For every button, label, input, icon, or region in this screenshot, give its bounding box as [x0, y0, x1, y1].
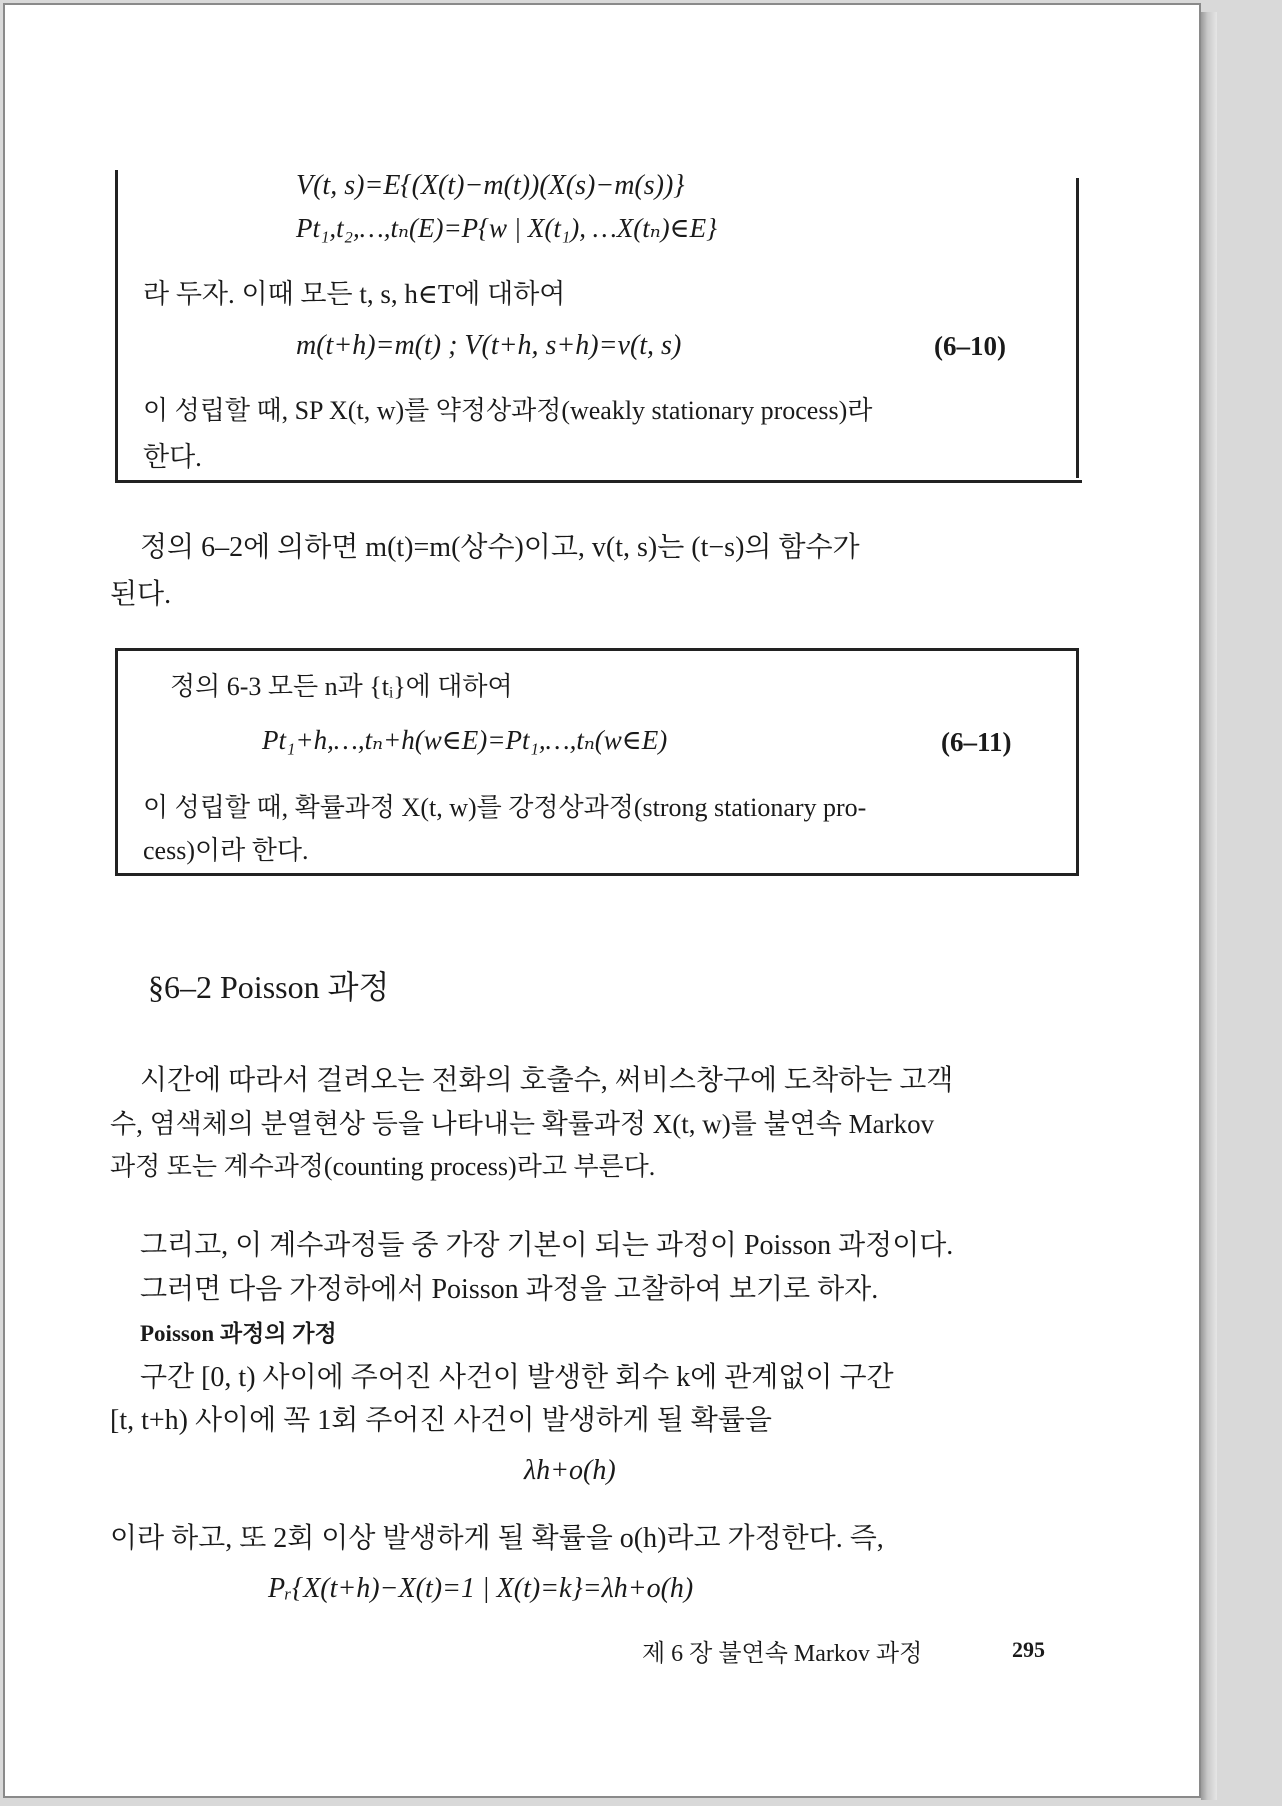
equation-number-6-11: (6–11) [941, 727, 1012, 757]
definition-text-line1: 이 성립할 때, 확률과정 X(t, w)를 강정상과정(strong stationary pro- [143, 793, 867, 822]
assumption-heading: Poisson 과정의 가정 [140, 1321, 337, 1346]
paragraph-text-line: 구간 [0, t) 사이에 주어진 사건이 발생한 회수 k에 관계없이 구간 [140, 1362, 894, 1393]
paragraph-text-line: 수, 염색체의 분열현상 등을 나타내는 확률과정 X(t, w)를 불연속 Markov [110, 1109, 935, 1139]
section-heading: §6–2 Poisson 과정 [148, 969, 390, 1005]
equation-poisson-rate: λh+o(h) [524, 1455, 616, 1486]
page-number: 295 [1012, 1637, 1045, 1662]
definition-text-line1: 이 성립할 때, SP X(t, w)를 약정상과정(weakly stationary process)라 [143, 396, 873, 425]
equation-stationary: m(t+h)=m(t) ; V(t+h, s+h)=v(t, s) [296, 330, 682, 361]
equation-distribution: Pt₁,t₂,…,tₙ(E)=P{w | X(t₁), …X(tₙ)∈E} [296, 213, 717, 243]
page-edge-shadow [1201, 12, 1217, 1800]
definition-title: 정의 6-3 모든 n과 {tᵢ}에 대하여 [170, 672, 513, 701]
condition-line: 라 두자. 이때 모든 t, s, h∈T에 대하여 [143, 279, 566, 309]
equation-strong-stationary: Pt₁+h,…,tₙ+h(w∈E)=Pt₁,…,tₙ(w∈E) [262, 725, 668, 755]
equation-variance: V(t, s)=E{(X(t)−m(t))(X(s)−m(s))} [296, 170, 685, 201]
equation-number-6-10: (6–10) [934, 331, 1006, 361]
paragraph-text-line: 과정 또는 계수과정(counting process)라고 부른다. [110, 1152, 656, 1181]
paragraph-text-line: 그리고, 이 계수과정들 중 가장 기본이 되는 과정이 Poisson 과정이다. [140, 1230, 954, 1261]
equation-poisson-probability: Pᵣ{X(t+h)−X(t)=1 | X(t)=k}=λh+o(h) [268, 1573, 694, 1604]
definition-box-right-border [1076, 178, 1079, 478]
paragraph-text-line: 그러면 다음 가정하에서 Poisson 과정을 고찰하여 보기로 하자. [140, 1274, 879, 1305]
paragraph-text-line: 정의 6–2에 의하면 m(t)=m(상수)이고, v(t, s)는 (t−s)의 함수가 [140, 532, 860, 563]
paragraph-text-line: 이라 하고, 또 2회 이상 발생하게 될 확률을 o(h)라고 가정한다. 즉, [110, 1523, 884, 1554]
paragraph-text-line: [t, t+h) 사이에 꼭 1회 주어진 사건이 발생하게 될 확률을 [110, 1405, 772, 1436]
definition-text-line2: 한다. [143, 442, 202, 472]
running-footer: 제 6 장 불연속 Markov 과정 [642, 1641, 923, 1667]
paragraph-text-line: 된다. [110, 579, 172, 610]
paragraph-text-line: 시간에 따라서 걸려오는 전화의 호출수, 써비스창구에 도착하는 고객 [140, 1065, 954, 1096]
definition-text-line2: cess)이라 한다. [143, 836, 309, 865]
